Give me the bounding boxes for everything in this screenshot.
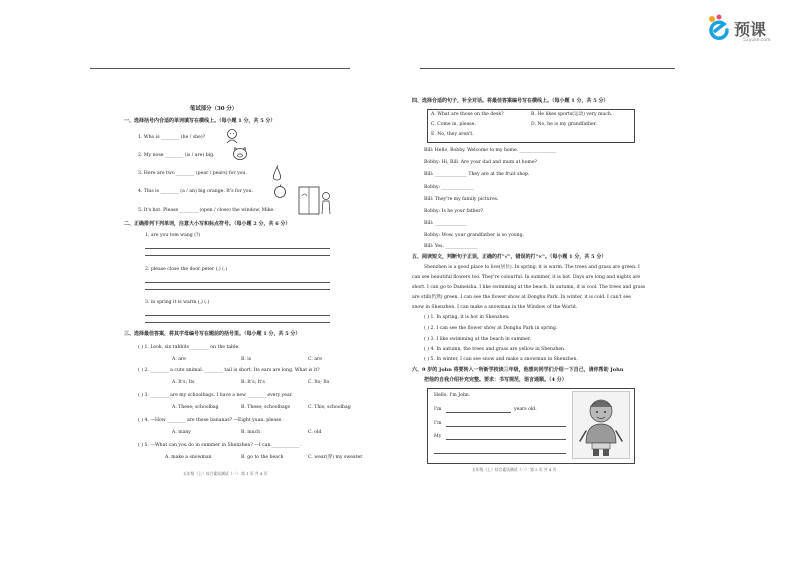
dialogue-line: Bobby: Hi, Bill. Are your dad and mum at home?	[424, 160, 538, 165]
q3-option: B. It's; It's	[241, 380, 265, 385]
q5-item: ( ) 2. I can see the flower show at Donghu Park in spring.	[424, 326, 558, 331]
dialogue-line: Bill: ______________	[424, 221, 467, 226]
q4-option: C. Come in, please.	[431, 122, 476, 127]
q6-title-cont: 把他的自我介绍补充完整。要求：书写规范，语言通顺。（4 分）	[424, 377, 567, 383]
logo-name: 预课	[734, 20, 767, 39]
q1-item: 5. It's hot. Please ________ (open / close) the window, Mike.	[138, 208, 275, 213]
q1-item: 4. This is ________ (a / an) big orange. It's for you.	[138, 189, 253, 194]
window-scene-icon	[298, 186, 334, 216]
dialogue-line: Bobby: ______________	[424, 185, 474, 190]
answer-line	[145, 322, 330, 323]
intro-line-label: My	[434, 434, 442, 439]
answer-line	[145, 248, 330, 249]
answer-line	[145, 315, 330, 316]
passage-line: snow in Shenzhen. I can make a snowman in the Window of the World.	[412, 305, 578, 310]
passage-line: can see beautiful flowers too. They're colourful. In summer, it is hot. Days are long and nights are	[412, 275, 641, 280]
logo-url: 52yuke.com	[743, 38, 771, 43]
answer-line	[145, 289, 330, 290]
q3-option: C. are	[308, 357, 322, 362]
q3-option: B. much	[241, 430, 261, 435]
q5-item: ( ) 5. In winter, I can see snow and make a snowman in Shenzhen.	[424, 357, 578, 362]
q3-stem: ( ) 1. Look, six rabbits ________ on the table.	[138, 345, 240, 350]
answer-line	[446, 426, 566, 427]
q3-option: A. These; schoolbag	[172, 405, 219, 410]
passage-line: are still(仍然) green. I can see the flower show at Donghu Park. In winter, it is cold. I can't see	[412, 295, 631, 300]
q5-item: ( ) 1. In spring, it is hot in Shenzhen.	[424, 315, 510, 320]
answer-line	[434, 453, 566, 454]
answer-line	[145, 282, 330, 283]
passage-line: Shenzhen is a good place to live(居住). In spring, it is warm. The trees and grass are green. I	[424, 265, 640, 270]
q1-item: 3. Here are two ________ (pear / pears) for you.	[138, 171, 247, 176]
q1-item: 2. My nose ________ (is / are) big.	[138, 153, 215, 158]
logo-mark-icon	[707, 13, 733, 43]
q3-option: B. go to the beach	[241, 455, 284, 460]
pear-icon	[271, 165, 283, 181]
q4-option: B. He likes sports(运动) very much.	[531, 112, 613, 117]
intro-line-end: years old.	[514, 407, 537, 412]
q3-option: A. are	[172, 357, 186, 362]
q3-stem: ( ) 3. ________ are my schoolbags. I have a new ________ every year.	[138, 393, 293, 398]
page-footer: 五年级（上）综合素质测试（一） 第 2 页 共 4 页	[472, 467, 557, 472]
q3-option: A. many	[172, 430, 191, 435]
orange-icon	[273, 184, 287, 198]
section-title: 笔试部分（30 分）	[190, 106, 238, 112]
q1-item: 1. Who is ________ (he / she)?	[138, 135, 206, 140]
q4-title: 四、选择合适的句子，补全对话。将最佳答案编号写在横线上。（每小题 1 分，共 5 分）	[412, 98, 609, 104]
q3-option: C. Its; Its	[308, 380, 330, 385]
answer-line	[145, 255, 330, 256]
q2-item: 3. in spring it is warm (,) (.)	[145, 300, 210, 305]
dialogue-line: Bobby: Wow, your grandfather is so young.	[424, 233, 525, 238]
q5-item: ( ) 3. I like swimming at the beach in summer.	[424, 337, 532, 342]
dialogue-line: Bill: Yes. ______________	[424, 244, 478, 249]
q2-item: 2. please close the door peter (,) (.)	[145, 267, 228, 272]
q3-option: C. old	[308, 430, 322, 435]
intro-line-label: I'm	[434, 407, 442, 412]
passage-line: short. I can go to Dameisha. I like swimming at the beach. In autumn, it is cool. The trees and grass	[412, 285, 646, 290]
q3-option: A. It's; Its	[172, 380, 195, 385]
answer-line	[446, 412, 511, 413]
q3-option: C. This; schoolbag	[308, 405, 351, 410]
answer-line	[446, 439, 566, 440]
intro-line-label: I'm	[434, 421, 442, 426]
q3-stem: ( ) 5. —What can you do in summer in Shenzhen? —I can ____________.	[138, 443, 301, 448]
page-footer: 五年级（上）综合素质测试（一） 第 1 页 共 4 页	[183, 471, 268, 476]
q3-stem: ( ) 4. —How ________ are these bananas? —Eight yuan, please.	[138, 418, 283, 423]
q3-title: 三、选择最佳答案，将其字母编号写在题前的括号里。（每小题 1 分，共 5 分）	[124, 331, 301, 337]
q4-option: A. What are those on the desk?	[431, 112, 504, 117]
q1-title: 一、选择括号内合适的单词填写在横线上。（每小题 1 分，共 5 分）	[124, 118, 276, 124]
q3-stem: ( ) 2. ________ a cute animal. ________ tail is short. Its ears are long. What is it?	[138, 368, 320, 373]
q3-option: C. wear(穿) my sweater	[308, 455, 363, 460]
top-rule-right	[420, 68, 675, 69]
pig-face-icon	[232, 147, 248, 161]
john-cartoon-icon	[572, 391, 630, 459]
q5-item: ( ) 4. In autumn, the trees and grass are yellow in Shenzhen.	[424, 347, 566, 352]
q4-option: E. No, they aren't.	[431, 132, 474, 137]
q2-item: 1. are you tom wang (?)	[145, 233, 201, 238]
intro-greeting: Hello, I'm John.	[434, 393, 471, 398]
dialogue-line: Bill: ______________ They are at the fruit shop.	[424, 172, 530, 177]
q3-option: B. These; schoolbags	[241, 405, 290, 410]
dialogue-line: Bill: Hello, Bobby. Welcome to my home. ________________	[424, 148, 557, 153]
top-rule-left	[90, 68, 350, 69]
q4-option: D. No, he is my grandfather.	[531, 122, 597, 127]
q5-title: 五、阅读短文，判断句子正误，正确的打"√"，错误的打"×"。（每小题 1 分，共 5 分）	[412, 254, 607, 260]
girl-icon	[224, 128, 240, 144]
q2-title: 二、正确排列下列单词，注意大小写和标点符号。（每小题 2 分，共 6 分）	[124, 221, 291, 227]
q3-option: A. make a snowman	[165, 455, 212, 460]
q6-title: 六、9 岁的 John 将要转入一所新学校读三年级，他想向同学们介绍一下自己，请你帮助 John	[412, 367, 624, 373]
q3-option: B. is	[241, 357, 252, 362]
dialogue-line: Bobby: Is he your father?	[424, 209, 483, 214]
dialogue-line: Bill: They're my family pictures.	[424, 197, 499, 202]
